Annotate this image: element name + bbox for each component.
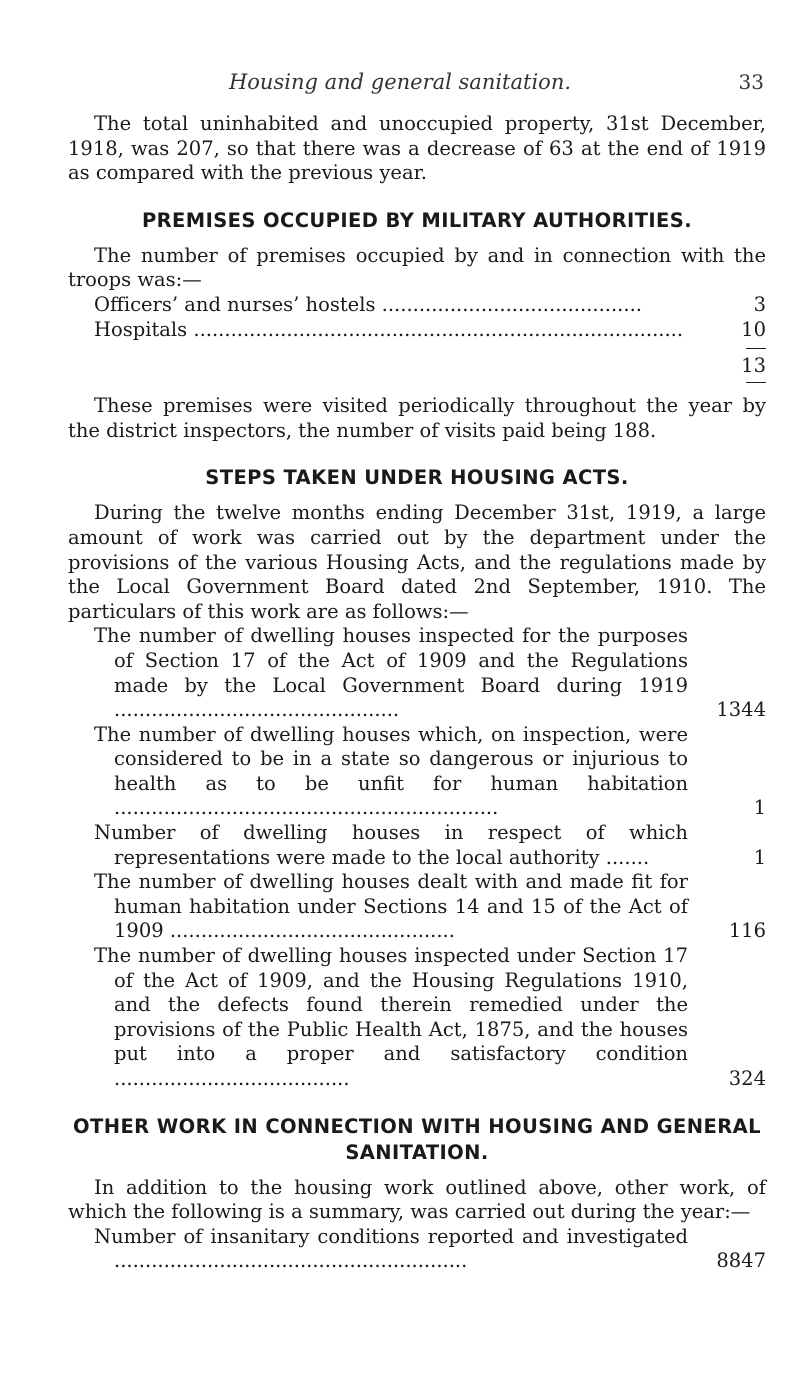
housing-item-value: 1 [753, 796, 766, 820]
military-item [94, 318, 766, 343]
other-work-list [94, 1225, 766, 1274]
other-work-lead: In addition to the housing work outlined above, other work, of which the following is a summary, was carried out during the year:— [68, 1175, 766, 1224]
housing-acts-list [94, 624, 766, 1091]
military-heading: PREMISES OCCUPIED BY MILITARY AUTHORITIES. [141, 208, 693, 232]
housing-acts-heading: STEPS TAKEN UNDER HOUSING ACTS. [205, 466, 629, 490]
military-item-label: Hospitals ............................................................................... [94, 317, 684, 341]
housing-item-value: 116 [728, 919, 766, 943]
military-total: 13 [741, 354, 766, 378]
page-number: 33 [738, 70, 764, 94]
military-item-value: 3 [753, 292, 766, 316]
housing-item-label: The number of dwelling houses which, on inspection, were considered to be in a state so dangerous or injurious to health as to be unfit for human habitation .............................................................. [94, 722, 688, 820]
housing-item-label: The number of dwelling houses dealt with and made fit for human habitation under Sections 14 and 15 of the Act of 1909 .............................................. [94, 870, 688, 943]
running-title: Housing and general sanitation. [228, 70, 572, 94]
housing-item [94, 944, 766, 1092]
other-work-item [94, 1225, 766, 1274]
housing-item-label: The number of dwelling houses inspected under Section 17 of the Act of 1909, and the Housing Regulations 1910, and the defects found therein remedied under the provisions of the Public Health Act, 1875, and the houses put into a proper and satisfactory condition ...................................... [94, 944, 688, 1090]
total-rule-bottom [746, 382, 766, 383]
military-closing: These premises were visited periodically throughout the year by the district inspectors, the number of visits paid being 188. [68, 394, 766, 442]
other-work-item-value: 8847 [716, 1249, 766, 1273]
total-rule-top [746, 348, 766, 349]
military-item-label: Officers’ and nurses’ hostels .......................................... [94, 292, 642, 316]
intro-paragraph: The total uninhabited and unoccupied property, 31st December, 1918, was 207, so that there was a decrease of 63 at the end of 1919 as compared with the previous year. [68, 112, 766, 185]
military-list [94, 293, 766, 394]
page-content [68, 112, 766, 1274]
housing-item [94, 821, 766, 870]
other-work-heading: OTHER WORK IN CONNECTION WITH HOUSING AND GENERAL SANITATION. [73, 1114, 761, 1164]
housing-item [94, 624, 766, 722]
other-work-item-label: Number of insanitary conditions reported and investigated ......................................................... [94, 1224, 688, 1273]
housing-item-label: The number of dwelling houses inspected for the purposes of Section 17 of the Act of 1909 and the Regulations made by the Local Government Board during 1919 .............................................. [94, 624, 688, 722]
housing-item [94, 723, 766, 821]
military-total-block [94, 342, 766, 394]
housing-item-value: 1 [753, 845, 766, 869]
housing-item [94, 870, 766, 944]
military-lead: The number of premises occupied by and in connection with the troops was:— [68, 243, 766, 292]
housing-item-value: 1344 [716, 698, 766, 722]
military-item [94, 293, 766, 318]
running-header [0, 70, 800, 98]
housing-item-value: 324 [728, 1067, 766, 1090]
housing-acts-lead: During the twelve months ending December 31st, 1919, a large amount of work was carried out by the department under the provisions of the various Housing Acts, and the regulations made by the Local Government Board dated 2nd September, 1910. The particulars of this work are as follows:— [68, 501, 766, 623]
housing-item-label: Number of dwelling houses in respect of which representations were made to the local authority ....... [94, 821, 688, 869]
military-item-value: 10 [741, 317, 766, 341]
